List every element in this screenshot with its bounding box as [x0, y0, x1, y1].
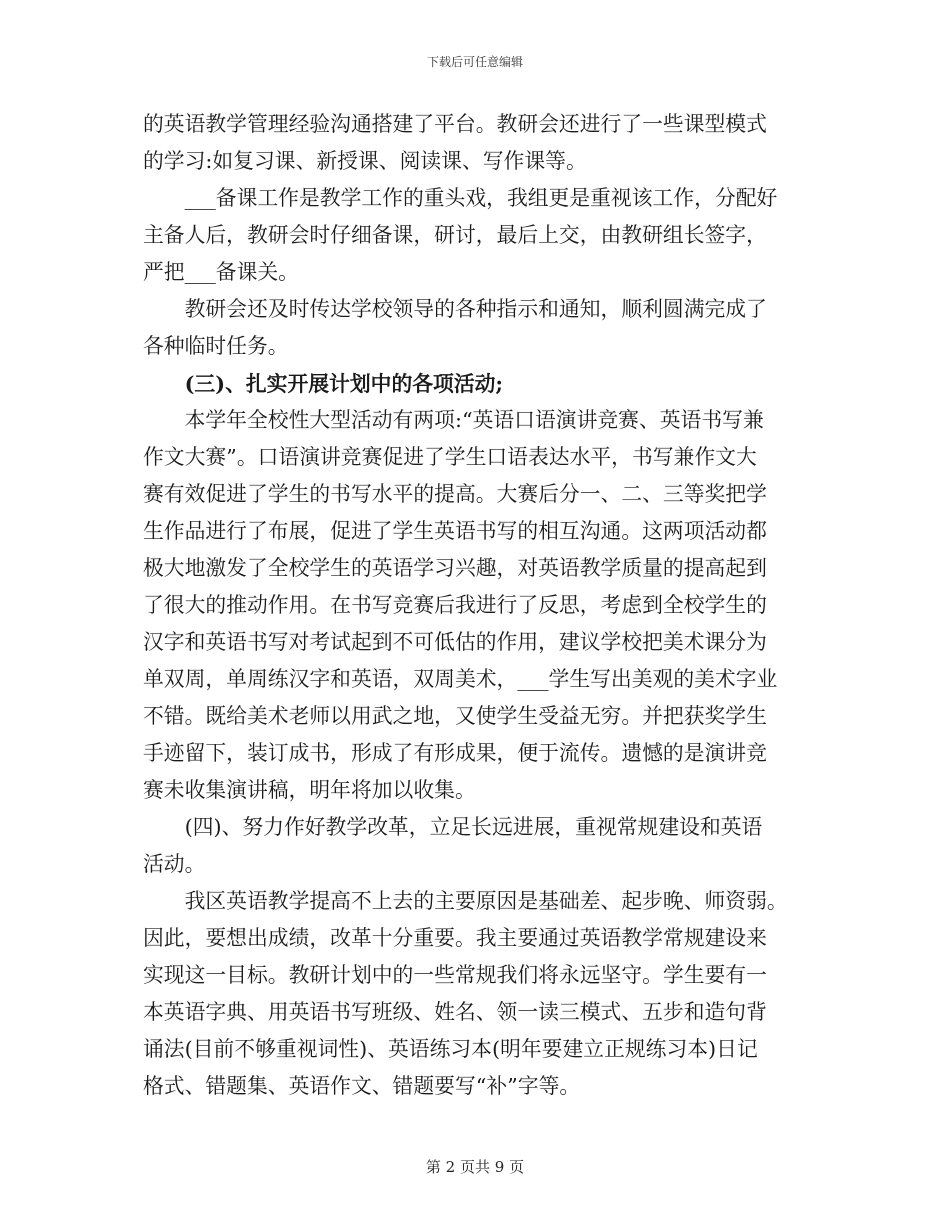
text-line: 格式、错题集、英语作文、错题要写“补”字等。 — [143, 1074, 581, 1098]
text-line: 我区英语教学提高不上去的主要原因是基础差、起步晚、师资弱。 — [143, 889, 788, 913]
page-footer: 第 2 页共 9 页 — [425, 1158, 525, 1176]
text-line: 不错。既给美术老师以用武之地，又使学生受益无穷。并把获奖学生 — [143, 704, 767, 728]
text-line: 汉字和英语书写对考试起到不可低估的作用，建议学校把美术课分为 — [143, 630, 767, 654]
text-line: (四)、努力作好教学改革，立足长远进展，重视常规建设和英语 — [143, 815, 763, 839]
section-heading: (三)、扎实开展计划中的各项活动; — [143, 371, 504, 396]
text-line: 赛有效促进了学生的书写水平的提高。大赛后分一、二、三等奖把学 — [143, 482, 767, 506]
text-line: 作文大赛”。口语演讲竞赛促进了学生口语表达水平，书写兼作文大 — [143, 445, 757, 469]
text-line: 了很大的推动作用。在书写竞赛后我进行了反思，考虑到全校学生的 — [143, 593, 767, 617]
text-line: 赛未收集演讲稿，明年将加以收集。 — [143, 778, 476, 802]
text-line: ___备课工作是教学工作的重头戏，我组更是重视该工作，分配好 — [143, 186, 778, 210]
text-line: 的英语教学管理经验沟通搭建了平台。教研会还进行了一些课型模式 — [143, 112, 767, 136]
text-line: 本英语字典、用英语书写班级、姓名、领一读三模式、五步和造句背 — [143, 1000, 767, 1024]
text-line: 生作品进行了布展，促进了学生英语书写的相互沟通。这两项活动都 — [143, 519, 767, 543]
text-line: 单双周，单周练汉字和英语，双周美术，___学生写出美观的美术字业 — [143, 667, 778, 691]
text-line: 各种临时任务。 — [143, 334, 289, 358]
text-line: 的学习:如复习课、新授课、阅读课、写作课等。 — [143, 149, 587, 173]
text-line: 严把___备课关。 — [143, 260, 299, 284]
text-line: 教研会还及时传达学校领导的各种指示和通知，顺利圆满完成了 — [143, 297, 767, 321]
text-line: 主备人后，教研会时仔细备课，研讨，最后上交，由教研组长签字， — [143, 223, 767, 247]
text-line: 极大地激发了全校学生的英语学习兴趣，对英语教学质量的提高起到 — [143, 556, 767, 580]
text-line: 实现这一目标。教研计划中的一些常规我们将永远坚守。学生要有一 — [143, 963, 767, 987]
text-line: 活动。 — [143, 852, 206, 876]
text-line: 本学年全校性大型活动有两项:“英语口语演讲竞赛、英语书写兼 — [143, 408, 764, 432]
text-line: 因此，要想出成绩，改革十分重要。我主要通过英语教学常规建设来 — [143, 926, 767, 950]
document-body — [143, 106, 807, 1105]
page-header: 下载后可任意编辑 — [426, 55, 523, 69]
text-line: 诵法(目前不够重视词性)、英语练习本(明年要建立正规练习本)日记 — [143, 1037, 758, 1061]
text-line: 手迹留下，装订成书，形成了有形成果，便于流传。遗憾的是演讲竞 — [143, 741, 767, 765]
